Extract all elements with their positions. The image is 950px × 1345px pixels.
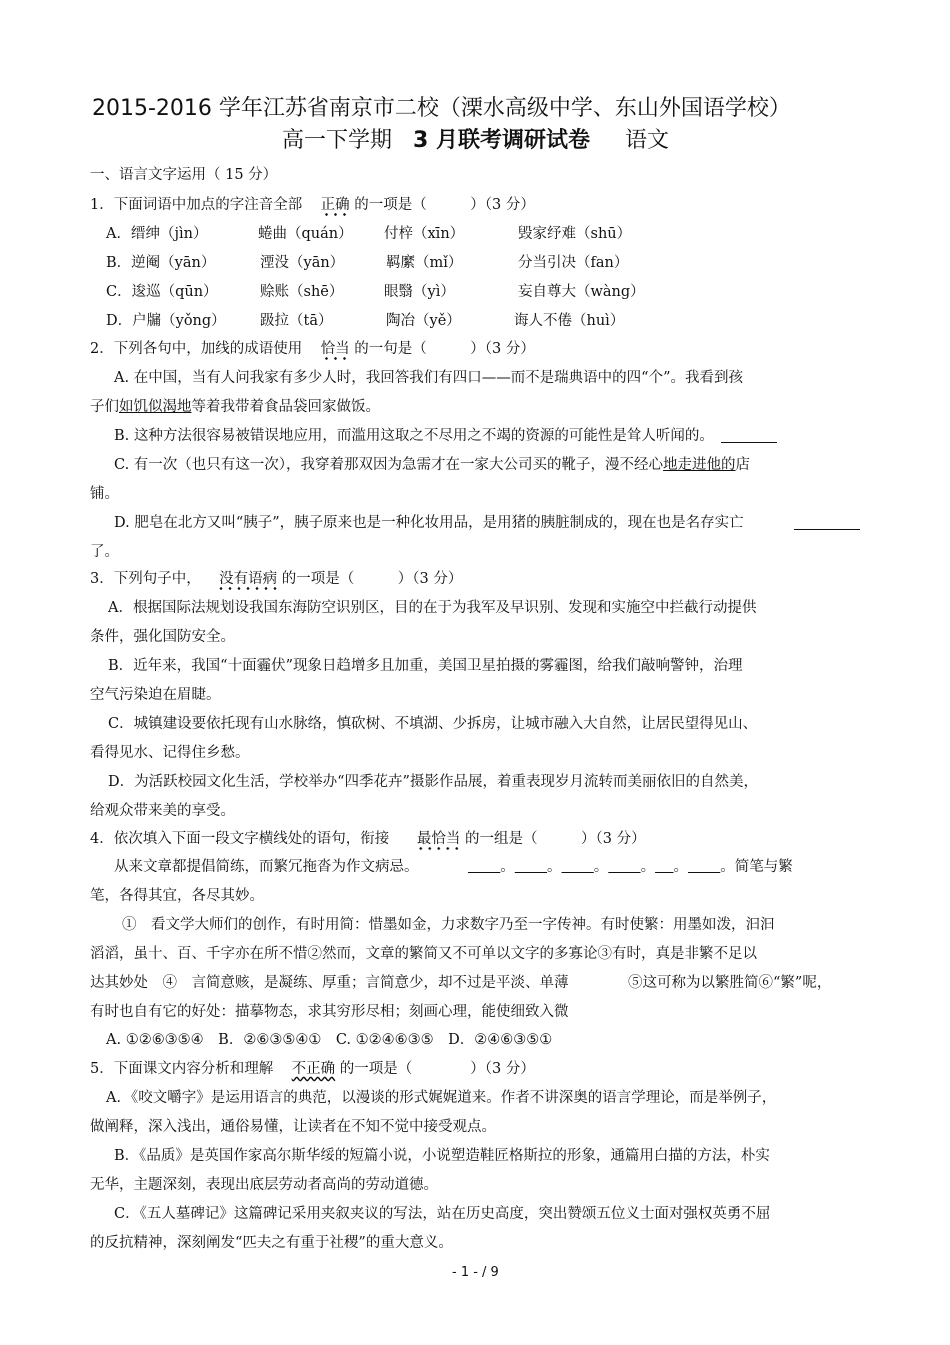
q5-keyword: 不正确 [291, 1061, 336, 1077]
q1-stem-text: 1．下面词语中加点的字注音全部 [90, 197, 303, 213]
title-exam: 3 月联考调研试卷 [413, 128, 590, 153]
q3-stem-text: 3．下列句子中， [90, 571, 201, 587]
page-number: - 1 - / 9 [452, 1265, 499, 1280]
q2-c-underlined: 地走进他的 [663, 457, 736, 473]
q2-a-post: 等着我带着食品袋回家做饭。 [191, 399, 380, 415]
q1-option-a-3: 付梓（xīn） [384, 226, 465, 242]
q2-stem [90, 340, 535, 361]
q3-option-a-line1: A．根据国际法规划设我国东海防空识别区，目的在于为我军及早识别、发现和实施空中拦截行动提供 [108, 600, 757, 616]
q4-stem [90, 830, 646, 851]
q2-a-pre: 子们 [90, 399, 119, 415]
q2-stem-tail: 的一句是（ ）（3 分） [354, 341, 535, 357]
q2-a-underlined: 如饥似渴地 [119, 399, 192, 415]
q4-blank-3 [562, 859, 594, 875]
q1-option-b-2: 湮没（yān） [260, 255, 345, 271]
q2-stem-text: 2．下列各句中，加线的成语使用 [90, 341, 303, 357]
q5-option-c-line2: 的反抗精神，深刻阐发“匹夫之有重于社稷”的重大意义。 [90, 1235, 453, 1251]
q1-option-a-2: 蜷曲（quán） [258, 226, 353, 242]
q4-sentence-line2: 滔滔，虽十、百、千字亦在所不惜②然而，文章的繁简又不可单以文字的多寡论③有时，真是非繁不足以 [90, 946, 757, 962]
q2-option-d-line1: D. 肥皂在北方又叫“胰子”，胰子原来也是一种化妆用品，是用猪的胰脏制成的，现在也是名存实亡 [114, 515, 744, 531]
q5-option-a-line1: A．《咬文嚼字》是运用语言的典范，以漫谈的形式娓娓道来。作者不讲深奥的语言学理论，而是举例子， [106, 1090, 777, 1106]
q3-keyword: 没有语病 [219, 570, 277, 591]
q2-option-d-line2: 了。 [90, 544, 119, 560]
q1-option-b-4: 分当引决（fan） [518, 255, 629, 271]
q4-blank-2 [515, 859, 547, 875]
doc-title-line1: 2015-2016 学年江苏省南京市二校（溧水高级中学、东山外国语学校） [92, 96, 791, 121]
q4-options: A. ①②⑥③⑤④ B．②⑥③⑤④① C. ①②④⑥③⑤ D．②④⑥③⑤① [106, 1032, 553, 1048]
q2-d-blank-line [794, 529, 860, 530]
q4-stem-tail: 的一组是（ ）（3 分） [465, 831, 646, 847]
q4-blank-4 [608, 859, 640, 875]
q2-option-c-line2: 铺。 [90, 486, 119, 502]
q2-option-b: B. 这种方法很容易被错误地应用，而滥用这取之不尽用之不竭的资源的可能性是耸人听闻的。 [114, 428, 714, 444]
q4-blank-5 [655, 859, 673, 875]
title-subject: 语文 [624, 128, 669, 153]
q3-option-a-line2: 条件，强化国防安全。 [90, 629, 235, 645]
title-grade: 高一下学期 [282, 128, 393, 153]
q1-option-c-4: 妄自尊大（wàng） [518, 284, 645, 300]
q1-option-d-4: 诲人不倦（huì） [514, 313, 625, 329]
q4-passage-tail: 简笔与繁 [734, 859, 793, 875]
q1-stem [90, 196, 535, 217]
doc-title-line2 [282, 127, 669, 155]
q1-option-b-1: B．逆阉（yān） [106, 255, 216, 271]
q1-option-d-2: 趿拉（tā） [260, 313, 333, 329]
q3-option-b-line1: B．近年来，我国“十面霾伏”现象日趋增多且加重，美国卫星拍摄的雾霾图，给我们敲响警钟，治理 [108, 658, 743, 674]
q1-option-b-3: 羁縻（mǐ） [386, 255, 463, 271]
q5-option-b-line1: B．《品质》是英国作家高尔斯华绥的短篇小说，小说塑造鞋匠格斯拉的形象，通篇用白描的方法，朴实 [114, 1148, 770, 1164]
q2-c-pre: C. 有一次（也只有这一次），我穿着那双因为急需才在一家大公司买的靴子，漫不经心 [114, 457, 664, 473]
q4-keyword: 最恰当 [417, 830, 461, 851]
q1-option-a-1: A．缙绅（jìn） [106, 226, 208, 242]
q5-stem-tail: 的一项是（ ）（3 分） [339, 1061, 535, 1077]
q2-keyword: 恰当 [321, 340, 350, 361]
q2-c-post: 店 [735, 457, 751, 473]
q4-sentence-line3a: 达其妙处 ④ 言简意赅，是凝练、厚重；言简意少，却不过是平淡、单薄 [90, 975, 569, 991]
q3-stem-tail: 的一项是（ ）（3 分） [281, 571, 463, 587]
q1-keyword: 正确 [321, 196, 350, 217]
q5-option-c-line1: C．《五人墓碑记》这篇碑记采用夹叙夹议的写法，站在历史高度，突出赞颂五位义士面对强权英勇不屈 [114, 1206, 771, 1222]
q4-blank-6 [688, 859, 720, 875]
q2-option-a-line1: A. 在中国，当有人问我家有多少人时，我回答我们有四口——而不是瑞典语中的四“个”。我看到孩 [114, 370, 744, 386]
q4-sentence-line3b: ⑤这可称为以繁胜简⑥“繁”呢， [628, 975, 832, 991]
q3-option-d-line1: D．为活跃校园文化生活，学校举办“四季花卉”摄影作品展，着重表现岁月流转而美丽依旧的自然美， [108, 774, 758, 790]
q1-option-d-3: 陶冶（yě） [386, 313, 461, 329]
q4-passage-line2: 笔，各得其宜，各尽其妙。 [90, 888, 264, 904]
q1-option-a-4: 毁家纾难（shū） [518, 226, 632, 242]
q5-option-a-line2: 做阐释，深入浅出，通俗易懂，让读者在不知不觉中接受观点。 [90, 1119, 496, 1135]
q4-fill-blanks: 。 。 。 。 。 。简笔与繁 [468, 858, 793, 876]
q1-option-c-3: 眼翳（yì） [384, 284, 455, 300]
q4-sentence-line1: ① 看文学大师们的创作，有时用简：惜墨如金，力求数字乃至一字传神。有时使繁：用墨如泼，汩汩 [122, 917, 775, 933]
q1-stem-tail: 的一项是（ ）（3 分） [354, 197, 535, 213]
q2-option-c-line1 [114, 456, 750, 474]
q5-stem-text: 5．下面课文内容分析和理解 [90, 1061, 274, 1077]
q2-option-a-line2 [90, 398, 380, 416]
q3-option-c-line2: 看得见水、记得住乡愁。 [90, 745, 250, 761]
q2-b-blank-line [721, 442, 777, 443]
q4-blank-1 [468, 859, 500, 875]
q4-passage-line1: 从来文章都提倡简练，而繁冗拖沓为作文病忌。 [114, 859, 419, 875]
q3-option-b-line2: 空气污染迫在眉睫。 [90, 687, 221, 703]
q4-sentence-line4: 有时也自有它的好处：描摹物态，求其穷形尽相；刻画心理，能使细致入微 [90, 1004, 569, 1020]
q1-option-d-1: D．户牖（yǒng） [106, 313, 226, 329]
section-heading: 一、语言文字运用（ 15 分） [90, 167, 278, 183]
q1-option-c-2: 赊账（shē） [260, 284, 344, 300]
q5-stem [90, 1060, 535, 1078]
q1-option-c-1: C．逡巡（qūn） [106, 284, 218, 300]
q3-stem [90, 570, 462, 591]
q3-option-c-line1: C．城镇建设要依托现有山水脉络，慎砍树、不填湖、少拆房，让城市融入大自然，让居民望得见山、 [108, 716, 758, 732]
q5-option-b-line2: 无华，主题深刻，表现出底层劳动者高尚的劳动道德。 [90, 1177, 438, 1193]
q3-option-d-line2: 给观众带来美的享受。 [90, 803, 235, 819]
q4-stem-text: 4．依次填入下面一段文字横线处的语句，衔接 [90, 831, 390, 847]
